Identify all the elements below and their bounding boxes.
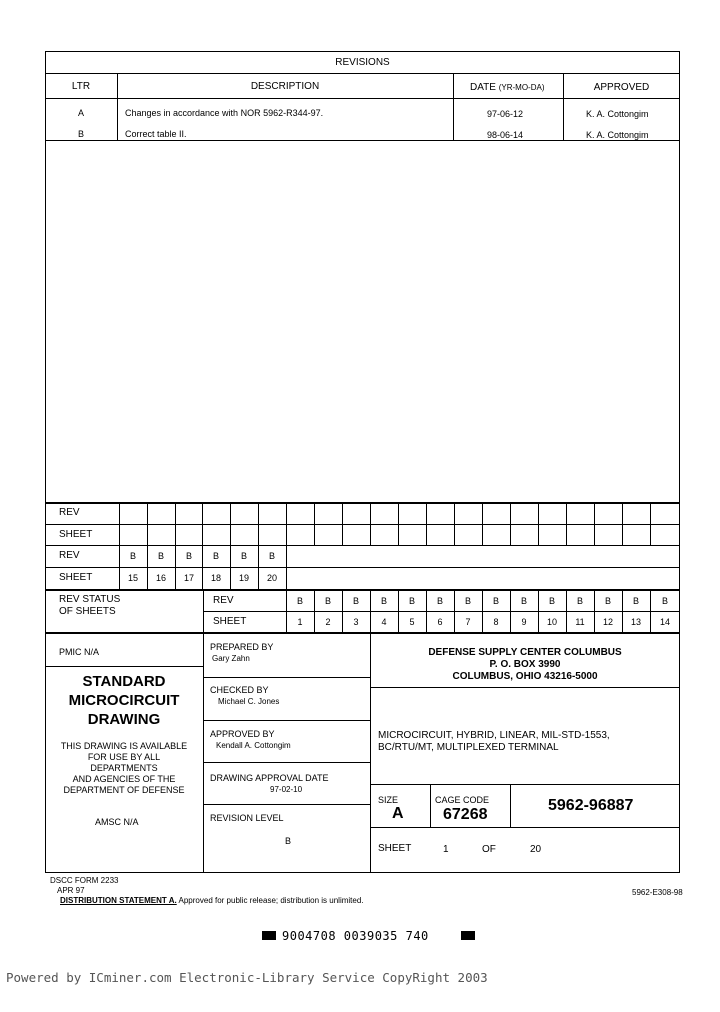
lower-rev-cell: B [661,596,668,606]
upper-rev-cell: B [129,551,136,561]
checked-by-name: Michael C. Jones [218,697,280,706]
upper-sheet-cell: 15 [127,573,138,583]
checked-by-label: CHECKED BY [210,685,269,695]
approval-date-label: DRAWING APPROVAL DATE [210,773,329,783]
form-number: DSCC FORM 2233 [50,876,119,885]
upper-rev-cell: B [240,551,247,561]
drawing-number: 5962-96887 [548,797,634,814]
form-date: APR 97 [57,886,85,895]
availability-line: AND AGENCIES OF THE [72,774,176,784]
upper-sheet-cell: 17 [183,573,194,583]
barcode-block-right [461,931,475,940]
lower-sheet-cell: 6 [437,617,443,627]
cage-code-value: 67268 [443,806,488,823]
upper-rev-cell: B [268,551,275,561]
sheet-label-upper: SHEET [59,572,93,583]
pmic-label: PMIC N/A [59,647,100,657]
amsc-label: AMSC N/A [95,817,139,827]
lower-sheet-cell: 3 [353,617,359,627]
lower-sheet-cell: 8 [493,617,499,627]
powered-by-line: Powered by ICminer.com Electronic-Library Service CopyRight 2003 [6,970,488,985]
rev-header-ltr: LTR [71,81,91,92]
approved-by-label: APPROVED BY [210,729,275,739]
cage-code-label: CAGE CODE [435,795,490,805]
lower-sheet-cell: 4 [381,617,387,627]
approved-by-name: Kendall A. Cottongim [216,741,291,750]
distribution-statement: DISTRIBUTION STATEMENT A. Approved for public release; distribution is unlimited. [60,896,364,905]
availability-line: THIS DRAWING IS AVAILABLE [60,741,188,751]
rev-row-approved: K. A. Cottongim [586,109,649,119]
upper-rev-cell: B [157,551,164,561]
lower-rev-cell: B [324,596,331,606]
upper-sheet-cell: 18 [210,573,221,583]
drawing-description: MICROCIRCUIT, HYBRID, LINEAR, MIL-STD-1553, [378,730,610,741]
of-sheets-label: OF SHEETS [59,606,116,617]
lower-sheet-cell: 12 [602,617,613,627]
upper-rev-cell: B [185,551,192,561]
lower-rev-cell: B [604,596,611,606]
drawing-title: DRAWING [87,711,161,728]
prepared-by-label: PREPARED BY [210,642,274,652]
revision-level-label: REVISION LEVEL [210,813,284,823]
rev-header-approved: APPROVED [593,82,650,93]
availability-line: DEPARTMENT OF DEFENSE [63,785,185,795]
rev-row-approved: K. A. Cottongim [586,130,649,140]
lower-sheet-cell: 11 [575,617,585,627]
upper-sheet-cell: 20 [266,573,277,583]
drawing-description: BC/RTU/MT, MULTIPLEXED TERMINAL [378,742,559,753]
lower-rev-cell: B [296,596,303,606]
microcircuit-title: MICROCIRCUIT [68,692,180,709]
lower-rev-cell: B [576,596,583,606]
barcode-number: 9004708 0039035 740 [282,929,429,943]
agency-address: P. O. BOX 3990 [489,659,561,670]
lower-sheet-cell: 14 [659,617,670,627]
lower-rev-cell: B [380,596,387,606]
rev-row-description: Changes in accordance with NOR 5962-R344-97. [125,108,324,118]
availability-line: DEPARTMENTS [90,763,158,773]
revision-level-value: B [285,836,292,846]
rev-row-ltr: B [77,129,84,139]
size-label: SIZE [378,795,399,805]
rev-row-description: Correct table II. [125,129,187,139]
approval-date-value: 97-02-10 [270,785,303,794]
sheet-total: 20 [530,844,542,855]
agency-name: DEFENSE SUPPLY CENTER COLUMBUS [428,647,622,658]
document-code: 5962-E308-98 [632,888,683,897]
lower-rev-cell: B [632,596,639,606]
rev-status-label: REV STATUS [59,594,121,605]
lower-sheet-cell: 9 [521,617,527,627]
prepared-by-name: Gary Zahn [212,654,250,663]
sheet-label-lower: SHEET [213,616,247,627]
upper-rev-cell: B [212,551,219,561]
sheet-label: SHEET [378,843,412,854]
lower-rev-cell: B [408,596,415,606]
lower-rev-cell: B [352,596,359,606]
sheet-label-blank: SHEET [59,529,93,540]
rev-label-lower: REV [213,595,234,606]
lower-sheet-cell: 1 [297,617,303,627]
lower-rev-cell: B [492,596,499,606]
upper-sheet-cell: 16 [155,573,166,583]
rev-header-description: DESCRIPTION [250,81,320,92]
rev-label-upper: REV [59,550,80,561]
availability-line: FOR USE BY ALL [87,752,161,762]
rev-row-date: 98-06-14 [487,130,524,140]
rev-label-blank: REV [59,507,80,518]
barcode-block-left [262,931,276,940]
lower-sheet-cell: 2 [325,617,331,627]
size-value: A [392,805,404,822]
lower-rev-cell: B [548,596,555,606]
rev-row-ltr: A [77,108,84,118]
revisions-title: REVISIONS [335,57,390,68]
agency-city: COLUMBUS, OHIO 43216-5000 [452,671,598,682]
lower-rev-cell: B [436,596,443,606]
lower-sheet-cell: 7 [465,617,471,627]
rev-header-date: DATE (YR-MO-DA) [470,82,545,93]
rev-row-date: 97-06-12 [487,109,524,119]
lower-rev-cell: B [464,596,471,606]
upper-sheet-cell: 19 [238,573,249,583]
standard-title: STANDARD [82,673,166,690]
of-label: OF [482,844,496,855]
lower-sheet-cell: 10 [546,617,557,627]
lower-rev-cell: B [520,596,527,606]
lower-sheet-cell: 5 [409,617,415,627]
lower-sheet-cell: 13 [630,617,641,627]
sheet-number: 1 [443,844,449,855]
